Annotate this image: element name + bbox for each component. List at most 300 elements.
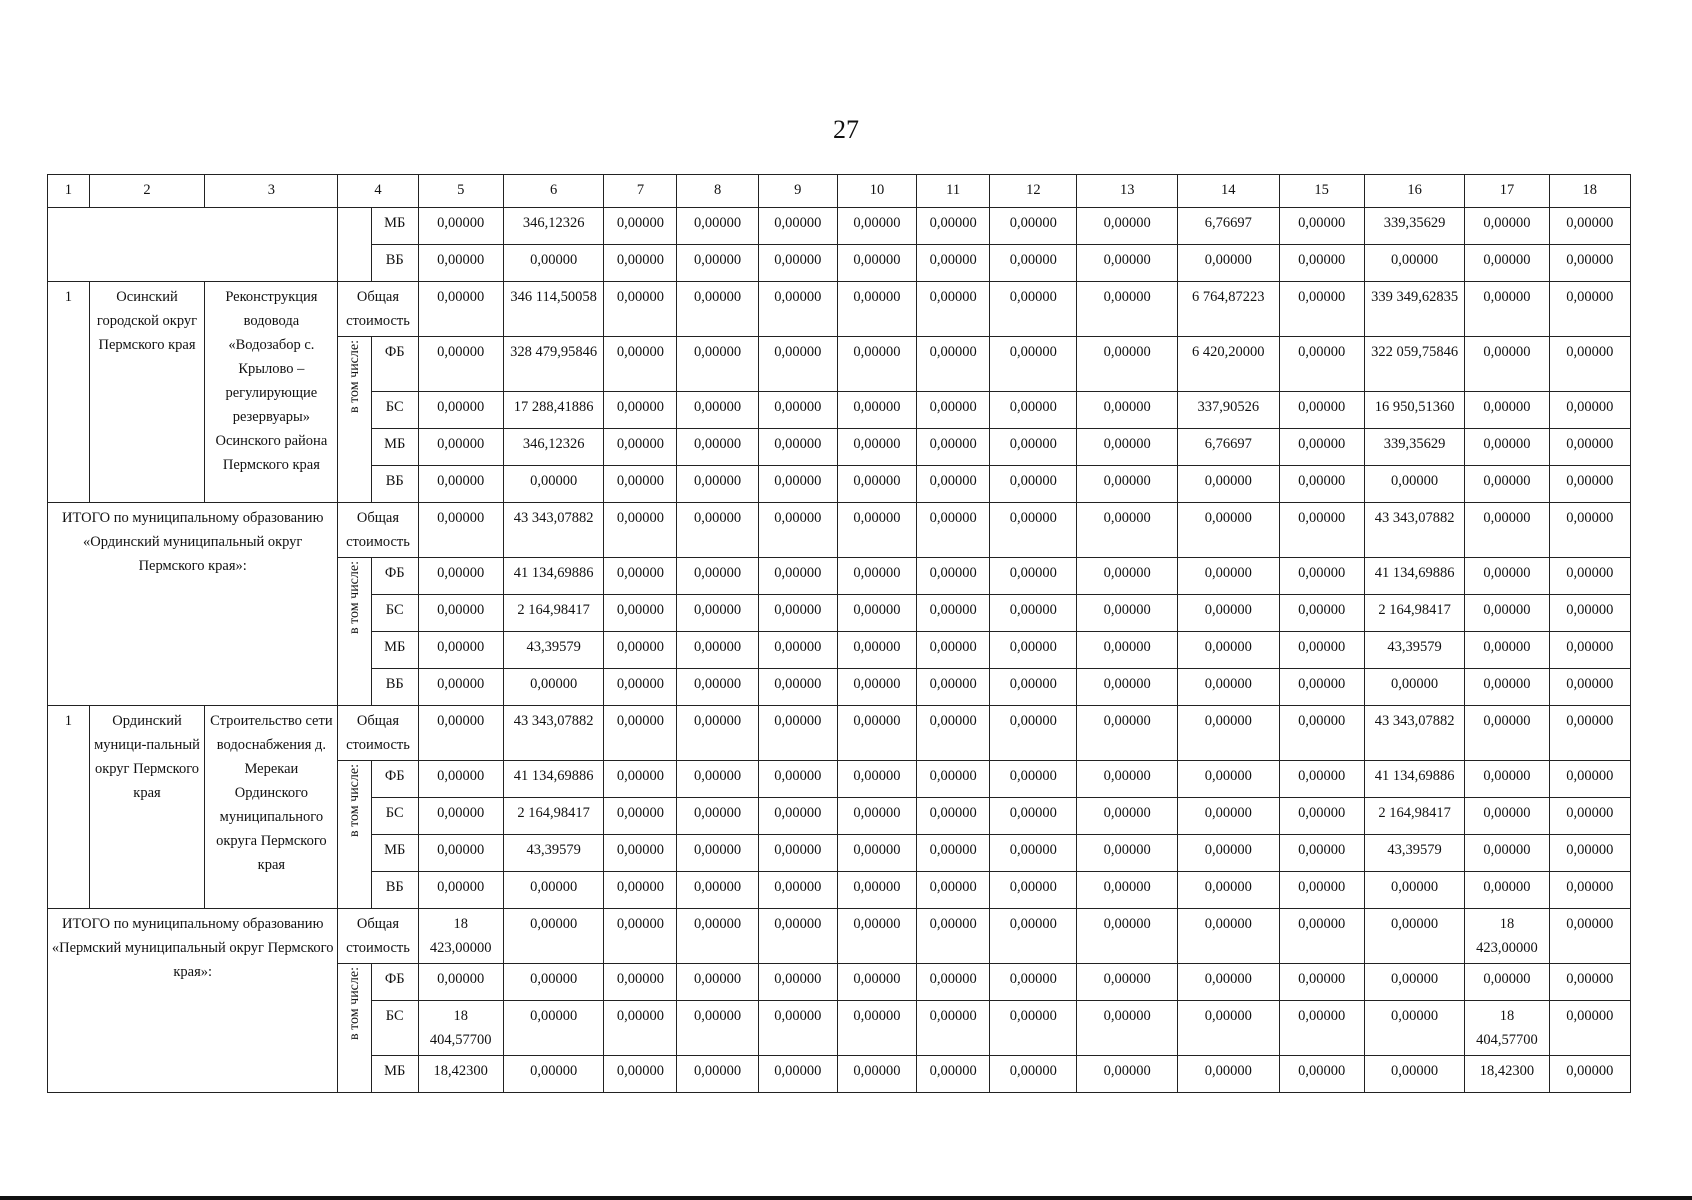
value-cell: 0,00000 (758, 429, 837, 466)
value-cell: 2 164,98417 (503, 595, 604, 632)
value-cell: 43 343,07882 (1364, 706, 1465, 761)
value-cell: 0,00000 (677, 964, 758, 1001)
value-cell: 339,35629 (1364, 429, 1465, 466)
value-cell: 0,00000 (1549, 208, 1630, 245)
value-cell: 0,00000 (990, 909, 1077, 964)
value-cell: 0,00000 (758, 245, 837, 282)
value-cell: 0,00000 (1178, 245, 1280, 282)
value-cell: 0,00000 (503, 466, 604, 503)
value-cell: 0,00000 (503, 872, 604, 909)
value-cell: 0,00000 (1077, 632, 1178, 669)
value-cell: 16 950,51360 (1364, 392, 1465, 429)
value-cell: 0,00000 (1279, 282, 1364, 337)
value-cell: 18 423,00000 (418, 909, 503, 964)
municipality-name: Осинский городской округ Пермского края (89, 282, 205, 503)
value-cell: 0,00000 (1178, 761, 1280, 798)
value-cell: 0,00000 (990, 337, 1077, 392)
value-cell: 0,00000 (604, 392, 677, 429)
value-cell: 0,00000 (677, 208, 758, 245)
column-number-13: 13 (1077, 175, 1178, 208)
value-cell: 0,00000 (758, 466, 837, 503)
value-cell: 0,00000 (677, 429, 758, 466)
value-cell: 0,00000 (758, 632, 837, 669)
column-number-4: 4 (338, 175, 418, 208)
value-cell: 0,00000 (1178, 595, 1280, 632)
value-cell: 0,00000 (990, 761, 1077, 798)
column-number-6: 6 (503, 175, 604, 208)
column-number-9: 9 (758, 175, 837, 208)
value-cell: 0,00000 (758, 558, 837, 595)
value-cell: 0,00000 (837, 706, 916, 761)
value-cell: 0,00000 (1364, 1001, 1465, 1056)
value-cell: 18 404,57700 (418, 1001, 503, 1056)
value-cell: 0,00000 (758, 503, 837, 558)
value-cell: 0,00000 (917, 245, 990, 282)
value-cell: 0,00000 (604, 466, 677, 503)
value-cell: 0,00000 (1549, 835, 1630, 872)
value-cell: 0,00000 (418, 208, 503, 245)
value-cell: 0,00000 (1465, 706, 1549, 761)
value-cell: 0,00000 (604, 245, 677, 282)
value-cell: 0,00000 (1279, 761, 1364, 798)
value-cell: 0,00000 (1077, 909, 1178, 964)
municipality-name: Ординский муници-пальный округ Пермского края (89, 706, 205, 909)
value-cell: 0,00000 (1178, 872, 1280, 909)
value-cell: 0,00000 (917, 909, 990, 964)
value-cell: 0,00000 (1279, 466, 1364, 503)
value-cell: 0,00000 (1178, 503, 1280, 558)
value-cell: 43,39579 (1364, 632, 1465, 669)
column-number-1: 1 (48, 175, 90, 208)
value-cell: 0,00000 (677, 909, 758, 964)
value-cell: 0,00000 (1465, 392, 1549, 429)
value-cell: 0,00000 (1549, 429, 1630, 466)
value-cell: 0,00000 (503, 964, 604, 1001)
value-cell: 0,00000 (418, 466, 503, 503)
value-cell: 0,00000 (1549, 282, 1630, 337)
value-cell: 0,00000 (837, 392, 916, 429)
value-cell: 43 343,07882 (1364, 503, 1465, 558)
value-cell: 0,00000 (677, 558, 758, 595)
value-cell: 0,00000 (1549, 392, 1630, 429)
value-cell: 0,00000 (418, 964, 503, 1001)
value-cell: 0,00000 (1178, 466, 1280, 503)
value-cell: 0,00000 (990, 632, 1077, 669)
value-cell: 0,00000 (503, 909, 604, 964)
value-cell: 0,00000 (1465, 558, 1549, 595)
row-number: 1 (48, 282, 90, 503)
value-cell: 0,00000 (418, 669, 503, 706)
value-cell: 18 404,57700 (1465, 1001, 1549, 1056)
value-cell: 0,00000 (418, 632, 503, 669)
value-cell: 0,00000 (917, 761, 990, 798)
value-cell: 6,76697 (1178, 429, 1280, 466)
value-cell: 0,00000 (604, 558, 677, 595)
value-cell: 0,00000 (758, 337, 837, 392)
column-number-5: 5 (418, 175, 503, 208)
value-cell: 0,00000 (604, 669, 677, 706)
value-cell: 2 164,98417 (503, 798, 604, 835)
value-cell: 0,00000 (1364, 964, 1465, 1001)
value-cell: 0,00000 (1077, 337, 1178, 392)
value-cell: 0,00000 (990, 798, 1077, 835)
fund-type: ВБ (371, 466, 418, 503)
value-cell: 0,00000 (677, 392, 758, 429)
project-name: Строительство сети водоснабжения д. Мерекаи Ординского муниципального округа Пермского края (205, 706, 338, 909)
value-cell: 0,00000 (917, 872, 990, 909)
value-cell: 0,00000 (1077, 1001, 1178, 1056)
value-cell: 0,00000 (1465, 964, 1549, 1001)
value-cell: 0,00000 (1279, 208, 1364, 245)
value-cell: 0,00000 (604, 872, 677, 909)
fund-type: ФБ (371, 337, 418, 392)
value-cell: 0,00000 (677, 835, 758, 872)
value-cell: 0,00000 (1364, 669, 1465, 706)
fund-type: БС (371, 392, 418, 429)
fund-type: МБ (371, 1056, 418, 1093)
value-cell: 337,90526 (1178, 392, 1280, 429)
column-number-17: 17 (1465, 175, 1549, 208)
vtom-text: в том числе: (346, 764, 362, 837)
value-cell: 0,00000 (1279, 245, 1364, 282)
value-cell: 0,00000 (917, 392, 990, 429)
value-cell: 0,00000 (1549, 337, 1630, 392)
value-cell: 0,00000 (837, 595, 916, 632)
value-cell: 0,00000 (1178, 909, 1280, 964)
value-cell: 0,00000 (1549, 1001, 1630, 1056)
value-cell: 18,42300 (1465, 1056, 1549, 1093)
value-cell: 0,00000 (677, 1001, 758, 1056)
value-cell: 0,00000 (418, 558, 503, 595)
value-cell: 0,00000 (917, 798, 990, 835)
value-cell: 0,00000 (1178, 964, 1280, 1001)
value-cell: 0,00000 (1549, 909, 1630, 964)
value-cell: 0,00000 (837, 872, 916, 909)
total-cost-label: Общая стоимость (338, 503, 418, 558)
value-cell: 0,00000 (758, 872, 837, 909)
fund-type: МБ (371, 429, 418, 466)
column-number-3: 3 (205, 175, 338, 208)
value-cell: 0,00000 (677, 595, 758, 632)
total-cost-label: Общая стоимость (338, 706, 418, 761)
value-cell: 0,00000 (990, 392, 1077, 429)
value-cell: 0,00000 (677, 798, 758, 835)
value-cell: 0,00000 (1465, 503, 1549, 558)
value-cell: 0,00000 (1279, 798, 1364, 835)
fund-type: ФБ (371, 964, 418, 1001)
column-number-8: 8 (677, 175, 758, 208)
value-cell: 0,00000 (837, 964, 916, 1001)
vtom-label (338, 337, 372, 503)
value-cell: 0,00000 (1279, 964, 1364, 1001)
fund-type: МБ (371, 632, 418, 669)
fund-type: ВБ (371, 245, 418, 282)
total-cost-label: Общая стоимость (338, 282, 418, 337)
value-cell: 0,00000 (1178, 669, 1280, 706)
value-cell: 0,00000 (418, 337, 503, 392)
value-cell: 0,00000 (990, 1001, 1077, 1056)
column-number-10: 10 (837, 175, 916, 208)
value-cell: 0,00000 (503, 1001, 604, 1056)
value-cell: 41 134,69886 (503, 761, 604, 798)
value-cell: 0,00000 (1465, 282, 1549, 337)
value-cell: 0,00000 (758, 1001, 837, 1056)
value-cell: 0,00000 (917, 503, 990, 558)
value-cell: 0,00000 (990, 429, 1077, 466)
fund-type: ФБ (371, 761, 418, 798)
value-cell: 0,00000 (990, 872, 1077, 909)
value-cell: 0,00000 (837, 761, 916, 798)
value-cell: 18,42300 (418, 1056, 503, 1093)
value-cell: 0,00000 (677, 503, 758, 558)
value-cell: 0,00000 (677, 706, 758, 761)
value-cell: 0,00000 (604, 1001, 677, 1056)
value-cell: 0,00000 (1077, 595, 1178, 632)
value-cell: 43,39579 (1364, 835, 1465, 872)
value-cell: 0,00000 (1364, 466, 1465, 503)
value-cell: 0,00000 (758, 761, 837, 798)
value-cell: 0,00000 (1077, 761, 1178, 798)
column-number-7: 7 (604, 175, 677, 208)
value-cell: 0,00000 (1279, 392, 1364, 429)
value-cell: 0,00000 (677, 337, 758, 392)
value-cell: 0,00000 (990, 245, 1077, 282)
value-cell: 0,00000 (758, 835, 837, 872)
value-cell: 0,00000 (677, 1056, 758, 1093)
value-cell: 43,39579 (503, 632, 604, 669)
value-cell: 0,00000 (677, 282, 758, 337)
column-number-2: 2 (89, 175, 205, 208)
value-cell: 0,00000 (917, 632, 990, 669)
value-cell: 0,00000 (917, 669, 990, 706)
value-cell: 0,00000 (418, 761, 503, 798)
vtom-label (338, 558, 372, 706)
value-cell: 346,12326 (503, 208, 604, 245)
value-cell: 0,00000 (1549, 669, 1630, 706)
value-cell: 0,00000 (604, 964, 677, 1001)
value-cell: 0,00000 (1077, 558, 1178, 595)
value-cell: 0,00000 (837, 798, 916, 835)
value-cell: 0,00000 (1077, 1056, 1178, 1093)
value-cell: 0,00000 (1465, 429, 1549, 466)
value-cell: 6 764,87223 (1178, 282, 1280, 337)
vtom-label (338, 761, 372, 909)
value-cell: 0,00000 (758, 669, 837, 706)
value-cell: 0,00000 (1549, 964, 1630, 1001)
value-cell: 322 059,75846 (1364, 337, 1465, 392)
value-cell: 0,00000 (677, 872, 758, 909)
value-cell: 0,00000 (758, 964, 837, 1001)
total-cost-label: Общая стоимость (338, 909, 418, 964)
value-cell: 0,00000 (990, 669, 1077, 706)
value-cell: 43,39579 (503, 835, 604, 872)
value-cell: 0,00000 (1549, 761, 1630, 798)
value-cell: 0,00000 (1364, 872, 1465, 909)
value-cell: 0,00000 (1549, 466, 1630, 503)
column-number-15: 15 (1279, 175, 1364, 208)
value-cell: 0,00000 (990, 466, 1077, 503)
itogo-total-row (48, 503, 1631, 558)
value-cell: 0,00000 (604, 706, 677, 761)
page-number: 27 (833, 115, 859, 144)
value-cell: 0,00000 (1178, 1001, 1280, 1056)
value-cell: 0,00000 (1549, 872, 1630, 909)
value-cell: 0,00000 (1465, 632, 1549, 669)
value-cell: 0,00000 (1364, 909, 1465, 964)
value-cell: 0,00000 (1279, 595, 1364, 632)
value-cell: 0,00000 (917, 282, 990, 337)
value-cell: 0,00000 (1279, 632, 1364, 669)
value-cell: 0,00000 (1279, 337, 1364, 392)
value-cell: 0,00000 (1077, 503, 1178, 558)
value-cell: 0,00000 (418, 872, 503, 909)
value-cell: 0,00000 (758, 706, 837, 761)
value-cell: 0,00000 (837, 282, 916, 337)
value-cell: 0,00000 (1549, 558, 1630, 595)
value-cell: 0,00000 (990, 835, 1077, 872)
column-number-12: 12 (990, 175, 1077, 208)
value-cell: 0,00000 (1465, 835, 1549, 872)
value-cell: 328 479,95846 (503, 337, 604, 392)
continued-blank-cell (48, 208, 338, 282)
column-number-14: 14 (1178, 175, 1280, 208)
table-row (48, 208, 1631, 245)
value-cell: 0,00000 (1178, 706, 1280, 761)
fund-type: МБ (371, 835, 418, 872)
value-cell: 0,00000 (1077, 669, 1178, 706)
value-cell: 0,00000 (503, 245, 604, 282)
value-cell: 0,00000 (758, 1056, 837, 1093)
value-cell: 0,00000 (1549, 1056, 1630, 1093)
value-cell: 0,00000 (604, 798, 677, 835)
value-cell: 0,00000 (1279, 1056, 1364, 1093)
value-cell: 0,00000 (677, 632, 758, 669)
value-cell: 0,00000 (990, 964, 1077, 1001)
value-cell: 0,00000 (418, 706, 503, 761)
value-cell: 0,00000 (758, 392, 837, 429)
fund-type: БС (371, 798, 418, 835)
value-cell: 0,00000 (990, 208, 1077, 245)
project-total-row (48, 282, 1631, 337)
vtom-label (338, 964, 372, 1093)
value-cell: 0,00000 (1077, 706, 1178, 761)
value-cell: 0,00000 (917, 595, 990, 632)
itogo-total-row (48, 909, 1631, 964)
value-cell: 0,00000 (1364, 245, 1465, 282)
vtom-text: в том числе: (346, 967, 362, 1040)
value-cell: 0,00000 (1549, 245, 1630, 282)
value-cell: 0,00000 (1279, 503, 1364, 558)
value-cell: 0,00000 (1077, 245, 1178, 282)
value-cell: 0,00000 (604, 761, 677, 798)
value-cell: 0,00000 (1364, 1056, 1465, 1093)
value-cell: 0,00000 (1279, 1001, 1364, 1056)
page-bottom-edge (0, 1196, 1692, 1200)
value-cell: 0,00000 (604, 595, 677, 632)
value-cell: 0,00000 (1465, 208, 1549, 245)
value-cell: 0,00000 (1465, 872, 1549, 909)
value-cell: 0,00000 (604, 282, 677, 337)
fund-type: ВБ (371, 872, 418, 909)
value-cell: 0,00000 (1077, 872, 1178, 909)
value-cell: 0,00000 (1465, 669, 1549, 706)
value-cell: 0,00000 (917, 558, 990, 595)
value-cell: 0,00000 (990, 503, 1077, 558)
value-cell: 0,00000 (917, 208, 990, 245)
value-cell: 0,00000 (837, 429, 916, 466)
value-cell: 6 420,20000 (1178, 337, 1280, 392)
value-cell: 0,00000 (917, 835, 990, 872)
value-cell: 0,00000 (837, 503, 916, 558)
value-cell: 0,00000 (418, 282, 503, 337)
value-cell: 0,00000 (604, 503, 677, 558)
value-cell: 2 164,98417 (1364, 595, 1465, 632)
value-cell: 0,00000 (990, 558, 1077, 595)
project-total-row (48, 706, 1631, 761)
value-cell: 0,00000 (917, 337, 990, 392)
value-cell: 0,00000 (1549, 632, 1630, 669)
row-number: 1 (48, 706, 90, 909)
value-cell: 17 288,41886 (503, 392, 604, 429)
value-cell: 2 164,98417 (1364, 798, 1465, 835)
value-cell: 0,00000 (1465, 466, 1549, 503)
value-cell: 0,00000 (1279, 872, 1364, 909)
value-cell: 0,00000 (1178, 798, 1280, 835)
value-cell: 0,00000 (990, 282, 1077, 337)
value-cell: 0,00000 (604, 632, 677, 669)
value-cell: 0,00000 (677, 669, 758, 706)
value-cell: 0,00000 (418, 798, 503, 835)
value-cell: 43 343,07882 (503, 503, 604, 558)
value-cell: 346 114,50058 (503, 282, 604, 337)
value-cell: 0,00000 (1465, 337, 1549, 392)
value-cell: 0,00000 (758, 595, 837, 632)
value-cell: 0,00000 (1077, 835, 1178, 872)
value-cell: 0,00000 (503, 1056, 604, 1093)
value-cell: 0,00000 (917, 706, 990, 761)
value-cell: 0,00000 (1077, 466, 1178, 503)
fund-type: БС (371, 1001, 418, 1056)
value-cell: 0,00000 (917, 964, 990, 1001)
value-cell: 0,00000 (837, 835, 916, 872)
fund-type: МБ (371, 208, 418, 245)
value-cell: 339 349,62835 (1364, 282, 1465, 337)
value-cell: 0,00000 (604, 208, 677, 245)
value-cell: 0,00000 (1465, 798, 1549, 835)
financing-table (47, 174, 1631, 1093)
column-number-16: 16 (1364, 175, 1465, 208)
value-cell: 339,35629 (1364, 208, 1465, 245)
value-cell: 0,00000 (1178, 632, 1280, 669)
project-name: Реконструкция водовода «Водозабор с. Крылово – регулирующие резервуары» Осинского района Пермского края (205, 282, 338, 503)
value-cell: 0,00000 (990, 706, 1077, 761)
value-cell: 0,00000 (990, 595, 1077, 632)
value-cell: 0,00000 (677, 245, 758, 282)
value-cell: 0,00000 (1465, 761, 1549, 798)
header-row (48, 175, 1631, 208)
value-cell: 0,00000 (758, 909, 837, 964)
value-cell: 41 134,69886 (503, 558, 604, 595)
value-cell: 0,00000 (1077, 208, 1178, 245)
value-cell: 0,00000 (604, 835, 677, 872)
value-cell: 0,00000 (677, 466, 758, 503)
value-cell: 0,00000 (837, 466, 916, 503)
value-cell: 0,00000 (917, 1056, 990, 1093)
value-cell: 0,00000 (837, 208, 916, 245)
value-cell: 0,00000 (1279, 706, 1364, 761)
value-cell: 0,00000 (1279, 909, 1364, 964)
value-cell: 0,00000 (837, 337, 916, 392)
